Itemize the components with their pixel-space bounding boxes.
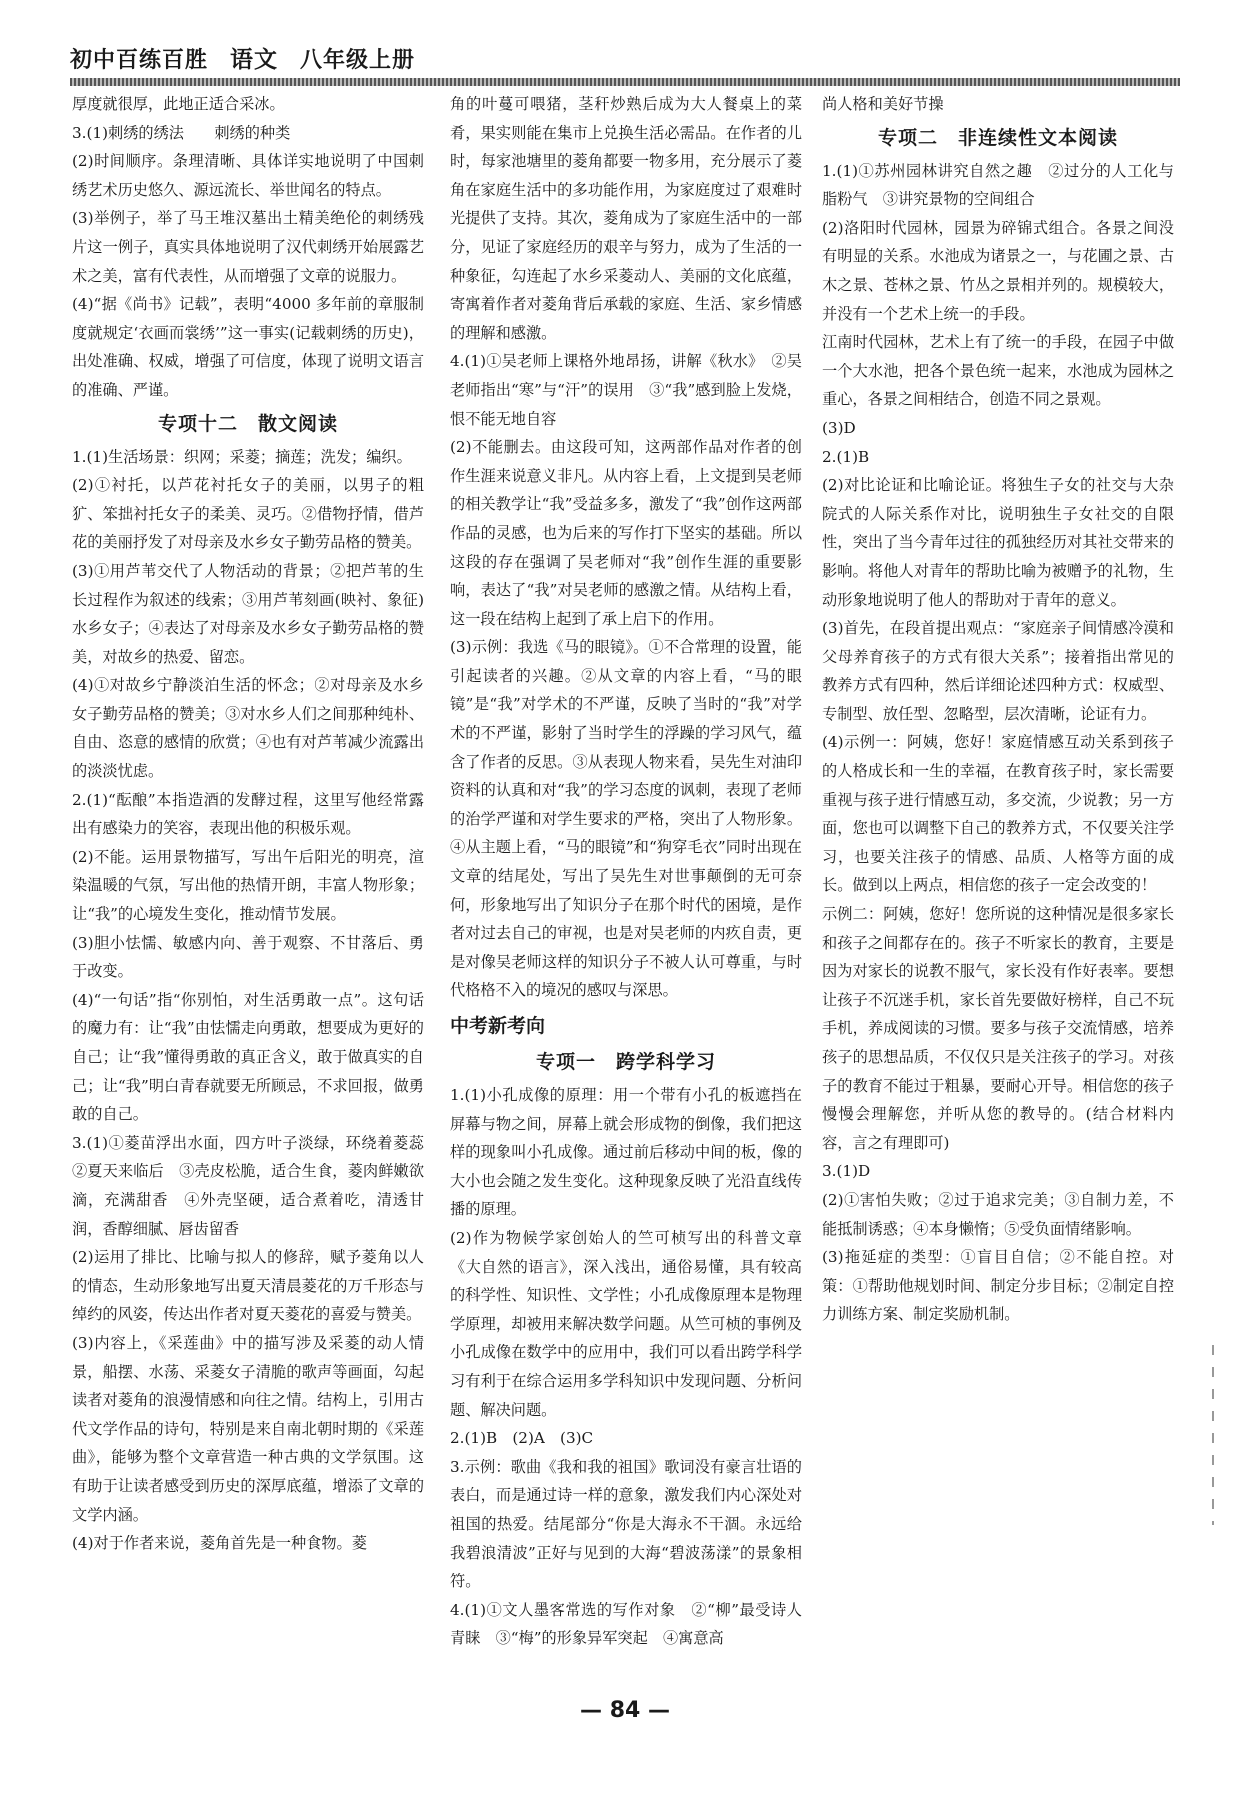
answer-item: (2)①衬托，以芦花衬托女子的美丽，以男子的粗犷、笨拙衬托女子的柔美、灵巧。②借物抒情，借芦花的美丽抒发了对母亲及水乡女子勤劳品格的赞美。 (72, 476, 424, 552)
answer-line: 厚度就很厚，此地正适合采冰。 (72, 95, 285, 113)
grade-title: 八年级上册 (300, 48, 416, 73)
chapter-heading: 中考新考向 (450, 1015, 546, 1037)
answer-item: (2)洛阳时代园林，园景为碎锦式组合。各景之间没有明显的关系。水池成为诸景之一，与花圃之景、古木之景、苍林之景、竹丛之景相并列的。规模较大，并没有一个艺术上统一的手段。 (822, 218, 1174, 323)
answer-item: 3.(1)刺绣的绣法 刺绣的种类 (72, 123, 291, 142)
answer-item: (4)“一句话”指“你别怕，对生活勇敢一点”。这句话的魔力有：让“我”由怯懦走向勇敢，想要成为更好的自己；让“我”懂得勇敢的真正含义，敢于做真实的自己；让“我”明白青春就要无所顾忌，不求回报，做勇敢的自己。 (72, 990, 424, 1124)
answer-item: 3.(1)D (822, 1162, 871, 1181)
book-title: 初中百练百胜 (70, 48, 209, 73)
section-heading: 专项十二 散文阅读 (157, 412, 338, 435)
subject-title: 语文 (230, 47, 279, 73)
column-right (822, 90, 1174, 1680)
answer-item: 江南时代园林，艺术上有了统一的手段，在园子中做一个大水池，把各个景色统一起来，水池成为园林之重心，各景之间相结合，创造不同之景观。 (822, 333, 1174, 409)
section-heading: 专项二 非连续性文本阅读 (877, 126, 1118, 149)
answer-item: (3)示例：我选《马的眼镜》。①不合常理的设置，能引起读者的兴趣。②从文章的内容上看，“马的眼镜”是“我”对学术的不严谨，反映了当时的“我”对学术的不严谨，影射了当时学生的浮躁的学习风气，蕴含了作者的反思。③从表现人物来看，吴先生对油印资料的认真和对“我”的学习态度的讽刺，表现了老师的治学严谨和对学生要求的严格，突出了人物形象。④从主题上看，“马的眼镜”和“狗穿毛衣”同时出现在文章的结尾处，写出了吴先生对世事颠倒的无可奈何，形象地写出了知识分子在那个时代的困境，是作者对过去自己的审视，也是对吴老师的内疚自责，更是对像吴老师这样的知识分子不被人认可尊重，与时代格格不入的境况的感叹与深思。 (450, 638, 802, 1000)
answer-item: (2)时间顺序。条理清晰、具体详实地说明了中国刺绣艺术历史悠久、源远流长、举世闻名的特点。 (72, 152, 424, 199)
answer-item: (2)对比论证和比喻论证。将独生子女的社交与大杂院式的人际关系作对比，说明独生子女社交的自限性，突出了当今青年过往的孤独经历对其社交带来的影响。将他人对青年的帮助比喻为被赠予的礼物，生动形象地说明了他人的帮助对于青年的意义。 (822, 476, 1174, 609)
column-left (72, 90, 440, 1680)
answer-item: (3)举例子，举了马王堆汉墓出土精美绝伦的刺绣残片这一例子，真实具体地说明了汉代刺绣开始展露艺术之美，富有代表性，从而增强了文章的说服力。 (72, 209, 424, 285)
answer-item: (2)不能删去。由这段可知，这两部作品对作者的创作生涯来说意义非凡。从内容上看，上文提到吴老师的相关教学让“我”受益多多，激发了“我”创作这两部作品的灵感，也为后来的写作打下坚实的基础。所以这段的存在强调了吴老师对“我”创作生涯的重要影响，表达了“我”对吴老师的感激之情。从结构上看，这一段在结构上起到了承上启下的作用。 (450, 438, 802, 628)
margin-dash-mark (1212, 1345, 1214, 1525)
answer-item: 2.(1)B (822, 447, 870, 466)
header-rule (70, 78, 1180, 86)
answer-item: (3)首先，在段首提出观点：“家庭亲子间情感冷漠和父母养育孩子的方式有很大关系”；接着指出常见的教养方式有四种，然后详细论述四种方式：权威型、专制型、放任型、忽略型，层次清晰，论证有力。 (822, 619, 1174, 723)
answer-item: (2)①害怕失败；②过于追求完美；③自制力差，不能抵制诱惑；④本身懒惰；⑤受负面情绪影响。 (822, 1190, 1174, 1238)
answer-item: (2)不能。运用景物描写，写出午后阳光的明亮，渲染温暖的气氛，写出他的热情开朗，丰富人物形象；让“我”的心境发生变化，推动情节发展。 (72, 847, 424, 924)
answer-item: (3)内容上，《采莲曲》中的描写涉及采菱的动人情景，船摆、水荡、采菱女子清脆的歌声等画面，勾起读者对菱角的浪漫情感和向往之情。结构上，引用古代文学作品的诗句，特别是来自南北朝时期的《采莲曲》，能够为整个文章营造一种古典的文学氛围。这有助于让读者感受到历史的深厚底蕴，增添了文章的文学内涵。 (72, 1333, 424, 1524)
answer-item: 2.(1)“酝酿”本指造酒的发酵过程，这里写他经常露出有感染力的笑容，表现出他的积极乐观。 (72, 790, 424, 838)
answer-item: (3)胆小怯懦、敏感内向、善于观察、不甘落后、勇于改变。 (72, 933, 424, 981)
answer-item: (4)“据《尚书》记载”，表明“4000 多年前的章服制度就规定‘衣画而裳绣’”这一事实(记载刺绣的历史)，出处准确、权威，增强了可信度，体现了说明文语言的准确、严谨。 (72, 295, 424, 399)
answer-item: (4)对于作者来说，菱角首先是一种食物。菱 (72, 1534, 367, 1553)
answer-item: (2)作为物候学家创始人的竺可桢写出的科普文章《大自然的语言》，深入浅出，通俗易懂，具有较高的科学性、知识性、文学性；小孔成像原理本是物理学原理，却被用来解决数学问题。从竺可桢的事例及小孔成像在数学中的应用中，我们可以看出跨学科学习有利于在综合运用多学科知识中发现问题、分析问题、解决问题。 (450, 1228, 802, 1419)
answer-item: 2.(1)B (2)A (3)C (450, 1429, 594, 1448)
answer-item: 角的叶蔓可喂猪，茎秆炒熟后成为大人餐桌上的菜肴，果实则能在集市上兑换生活必需品。在作者的儿时，每家池塘里的菱角都要一物多用，充分展示了菱角在家庭生活中的多功能作用，为家庭度过了艰难时光提供了支持。其次，菱角成为了家庭生活中的一部分，见证了家庭经历的艰辛与努力，成为了生活的一种象征，勾连起了水乡采菱动人、美丽的文化底蕴，寄寓着作者对菱角背后承载的家庭、生活、家乡情感的理解和感激。 (450, 95, 802, 342)
page-header (70, 40, 1180, 74)
answer-item: 示例二：阿姨，您好！您所说的这种情况是很多家长和孩子之间都存在的。孩子不听家长的教育，主要是因为对家长的说教不服气，家长没有作好表率。要想让孩子不沉迷手机，家长首先要做好榜样，自己不玩手机，养成阅读的习惯。要多与孩子交流情感，培养孩子的思想品质，不仅仅只是关注孩子的学习。对孩子的教育不能过于粗暴，要耐心开导。相信您的孩子慢慢会理解您，并听从您的教导的。(结合材料内容，言之有理即可) (822, 905, 1174, 1152)
answer-item: 1.(1)生活场景：织网；采菱；摘莲；洗发；编织。 (72, 447, 412, 466)
answer-item: 1.(1)①苏州园林讲究自然之趣 ②过分的人工化与脂粉气 ③讲究景物的空间组合 (822, 161, 1174, 209)
page-number: — 84 — (580, 1698, 670, 1723)
answer-item: (4)示例一：阿姨，您好！家庭情感互动关系到孩子的人格成长和一生的幸福，在教育孩子时，家长需要重视与孩子进行情感互动，多交流，少说教；另一方面，您也可以调整下自己的教养方式，不仅要关注学习，也要关注孩子的情感、品质、人格等方面的成长。做到以上两点，相信您的孩子一定会改变的！ (822, 733, 1174, 895)
answer-item: 3.示例：歌曲《我和我的祖国》歌词没有豪言壮语的表白，而是通过诗一样的意象，激发我们内心深处对祖国的热爱。结尾部分“你是大海永不干涸。永远给我碧浪清波”正好与见到的大海“碧波荡漾”的景象相符。 (450, 1457, 802, 1591)
answer-item: (3)①用芦苇交代了人物活动的背景；②把芦苇的生长过程作为叙述的线索；③用芦苇刻画(映衬、象征)水乡女子；④表达了对母亲及水乡女子勤劳品格的赞美，对故乡的热爱、留恋。 (72, 561, 424, 666)
answer-item: (3)D (822, 418, 856, 437)
answer-item: (3)拖延症的类型：①盲目自信；②不能自控。对策：①帮助他规划时间、制定分步目标；②制定自控力训练方案、制定奖励机制。 (822, 1248, 1174, 1324)
answer-item: 4.(1)①吴老师上课格外地昂扬，讲解《秋水》 ②吴老师指出“寒”与“汗”的误用 ③“我”感到脸上发烧，恨不能无地自容 (450, 352, 802, 428)
column-middle (450, 90, 802, 1680)
answer-line: 尚人格和美好节操 (822, 95, 944, 113)
answer-item: 1.(1)小孔成像的原理：用一个带有小孔的板遮挡在屏幕与物之间，屏幕上就会形成物的倒像，我们把这样的现象叫小孔成像。通过前后移动中间的板，像的大小也会随之发生变化。这种现象反映了光沿直线传播的原理。 (450, 1086, 802, 1219)
answer-item: (4)①对故乡宁静淡泊生活的怀念；②对母亲及水乡女子勤劳品格的赞美；③对水乡人们之间那种纯朴、自由、恣意的感情的欣赏；④也有对芦苇减少流露出的淡淡忧虑。 (72, 676, 424, 781)
section-heading: 专项一 跨学科学习 (535, 1051, 716, 1073)
answer-item: (2)运用了排比、比喻与拟人的修辞，赋予菱角以人的情态，生动形象地写出夏天清晨菱花的万千形态与绰约的风姿，传达出作者对夏天菱花的喜爱与赞美。 (72, 1248, 424, 1324)
answer-item: 3.(1)①菱苗浮出水面，四方叶子淡绿，环绕着菱蕊 ②夏天来临后 ③壳皮松脆，适合生食，菱肉鲜嫩欲滴，充满甜香 ④外壳坚硬，适合煮着吃，清透甘润，香醇细腻、唇齿留香 (72, 1133, 440, 1238)
answer-item: 4.(1)①文人墨客常选的写作对象 ②“柳”最受诗人青睐 ③“梅”的形象异军突起 ④寓意高 (450, 1600, 802, 1648)
